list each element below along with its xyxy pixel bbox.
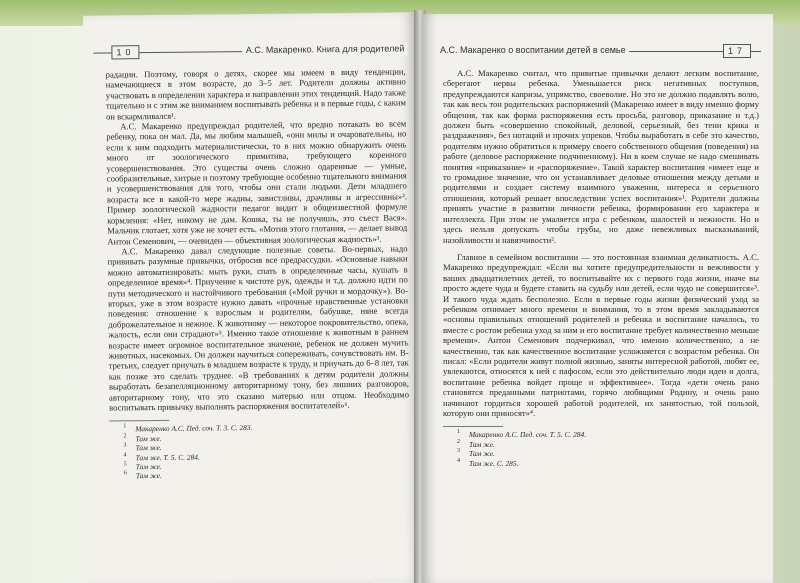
- footnote: 6 Там же.: [123, 470, 162, 481]
- left-page-number: 10: [111, 45, 139, 59]
- right-header-title: А.С. Макаренко о воспитании детей в семье: [437, 44, 629, 57]
- footnote: 5 Там же.: [123, 461, 162, 472]
- left-body-text: [106, 66, 410, 481]
- left-header-title: А.С. Макаренко. Книга для родителей: [243, 42, 408, 57]
- footnote: 4 Там же. С. 285.: [457, 457, 519, 468]
- footnote: 2 Там же.: [123, 433, 162, 444]
- paragraph: Главное в семейном воспитании — это постоянная взаимная деликатность. А.С. Макаренко предупреждал: «Если вы хотите предупредительности и вежливости у ваших двадцатилетних детей, то воспитывайте их с первого года жизни, иначе вы просто ждете чуда и будете ставить на судьбу или детей, если чудо не совершится»³. И такого чуда ждать бесполезно. Если в первые годы жизни физический уход за ребенком отнимает много времени и внимания, то в этом время закладываются «основы правильных отношений родителей и ребенка и воспитание началось, то вместе с ростом ребенка уход за ним и его воспитание требует количественно меньше времени». Антон Семенович подчеркивал, что именно количественно, а не качественно, так как качественное воспитание усложняется с возрастом ребенка. Он писал: «Если родители живут полной жизнью, заняты интересной работой, любят ее, увлекаются, относятся к ней с пафосом, если это действительно люди идеи и долга, воспитание ребенка войдет проще и эффективнее». Тогда «дети очень рано становятся преданными патриотами, горячо любящими Родину, и очень рано начинают гордиться хорошей работой родителей, их занятостью, той пользой, которую они приносят»⁴.: [443, 251, 759, 418]
- left-page: [83, 12, 421, 583]
- right-body-text: [443, 68, 759, 468]
- paragraph: А.С. Макаренко считал, что привитые привычки делают легким воспитание, сберегают нервы ребенка. Уменьшается риск негативных поступков, предупреждаются капризы, упрямство, своеволие. Но это не должно подавлять волю, так как весь тон родительских распоряжений (Макаренко имеет в виду именно форму общения, так как форма распоряжения есть просьба, разговор, приказание и т.д.) должен быть «совершенно спокойный, деловой, серьезный, без тени крика и раздражения», без нотаций и прочих упреков. Чтобы выработать в себе это качество, родителям нужно обратиться к примеру своего собственного общения (поведения) на работе (деловое распоряжение подчиненному). Ни в коем случае не надо смешивать понятия «приказание» и «распоряжение». Такой характер воспитания «имеет еще и то громадное значение, что он устанавливает деловые отношения между детьми и родителями и создает систему взаимного уважения, интереса и серьезного отношения, который решает впоследствии успех воспитания»¹. Родители должны принять участие в развитии личности ребенка, формировании его характера и интеллекта. При этом не умаляется игра с ребенком, шалостей и нежности. Но и здесь нельзя допускать чтобы грубы, но даже невежливых высказываний, назойливости и навязчивости².: [443, 68, 759, 245]
- paragraph: А.С. Макаренко давал следующие полезные советы. Во-первых, надо прививать разумные привычки, отбросив все предрассудки. «Основные навыки можно автоматизировать: мыть руки, спать в определенные часы, кушать в определенное время»⁴. Приучение к чистоте рук, одежды и т.д. должно идти по пути методического и настойчивого требования («Мой ручки и мордочку»). Во-вторых, уже в этом возрасте нужно давать «прочные нравственные установки поведения: отношение к взрослым и родителям, бабушке, няне всегда доброжелательное и нежное. К животному — некоторое покровительство, опека, жалость, если они страдают»⁵. Именно такое отношение к животным в раннем возрасте имеет огромное воспитательное значение, ребенок не должен мучить животных, насекомых. Он должен научиться сопереживать, сочувствовать им. В-третьих, следует приучать в младшем возрасте к труду, и приучать до 6–8 лет, так как позже это сделать труднее. «В требованиях к детям родители должны выработать безапелляционному авторитарному тону, без лишних разговоров, авторитарному тону, что это сказано матерью или отцом. Необходимо воспитывать привычку выполнять распоряжения воспитателей»⁶.: [107, 243, 410, 413]
- left-running-header: [93, 42, 407, 58]
- footnote-rule: [443, 426, 503, 427]
- footnote: 2 Там же.: [457, 438, 496, 449]
- footnote: 1 Макаренко А.С. Пед. соч. Т. 3. С. 283.: [123, 423, 253, 434]
- footnote: 1 Макаренко А.С. Пед. соч. Т. 5. С. 284.: [457, 429, 587, 440]
- right-page: [423, 14, 773, 583]
- footnote: 3 Там же.: [457, 448, 496, 459]
- paragraph: радации. Поэтому, говоря о детях, скорее мы имеем в виду тенденции, намечающиеся в этом возрасте, до 3–5 лет. Родители должны активно участвовать в определении характера и направлении этих тенденций. Надо также тщательно и с этим же вниманием воспитывать ребенка и в первые годы, с каким он вскармливался¹.: [105, 66, 407, 122]
- paragraph: А.С. Макаренко предупреждал родителей, что вредно потакать во всем ребенку, пока он мал. Да, мы любим малышей, «они милы и очаровательны, но если к ним подходить материалистически, то в них можно обнаружить очень много от зоологического примитива, требующего коренного усовершенствования. Это существа очень сложно одаренные — умные, сообразительные, хитрые и поэтому требующие особенно тщательного внимания и усовершенствования для того, чтобы они стали людьми. Дети младшего возраста все в какой-то мере жадны, завистливы, драчливы и агрессивны»². Пример зоологической жадности педагог видит в общеизвестной формуле кормления: «Нет, никому не дам. Кошка, ты не получишь, это съест Вася». Мальчик глотает, хотя уже не хочет есть. «Мотив этого глотания, — делает вывод Антон Семенович, — очевиден — объективная зоологическая жадность»³.: [106, 118, 408, 247]
- right-page-number: 17: [723, 44, 751, 58]
- footnote: 3 Там же.: [123, 442, 162, 453]
- footnote: 4 Там же. Т. 5. С. 284.: [123, 451, 200, 462]
- footnote-rule: [109, 420, 169, 422]
